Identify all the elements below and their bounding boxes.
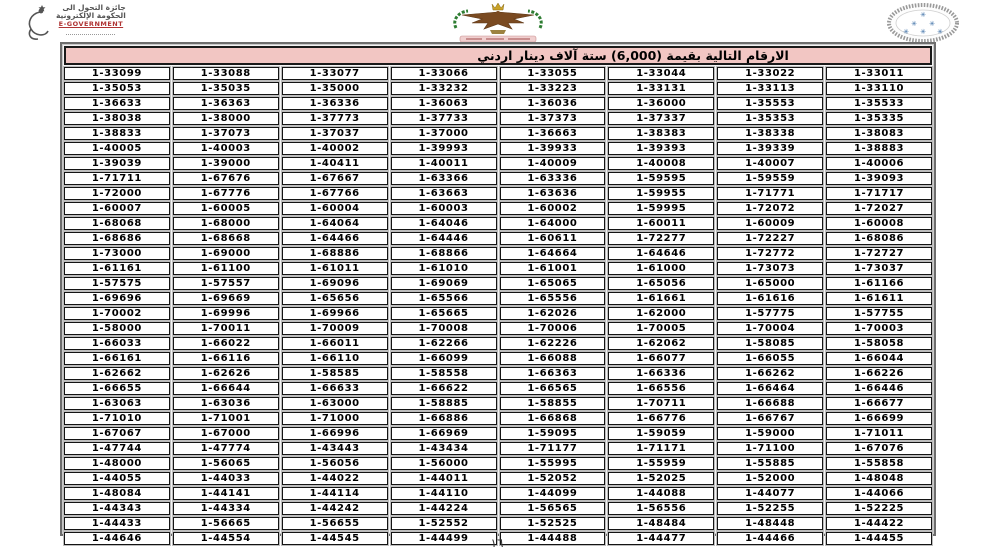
table-cell: 1-56065 bbox=[173, 457, 279, 470]
table-cell: 1-43443 bbox=[282, 442, 388, 455]
table-cell: 1-64646 bbox=[608, 247, 714, 260]
table-cell: 1-44646 bbox=[64, 532, 170, 545]
table-cell: 1-48484 bbox=[608, 517, 714, 530]
table-cell: 1-40006 bbox=[826, 157, 932, 170]
table-cell: 1-69669 bbox=[173, 292, 279, 305]
table-cell: 1-40009 bbox=[500, 157, 606, 170]
table-cell: 1-61611 bbox=[826, 292, 932, 305]
table-cell: 1-61166 bbox=[826, 277, 932, 290]
table-cell: 1-59559 bbox=[717, 172, 823, 185]
table-cell: 1-47744 bbox=[64, 442, 170, 455]
table-cell: 1-44499 bbox=[391, 532, 497, 545]
table-cell: 1-39933 bbox=[500, 142, 606, 155]
table-cell: 1-33131 bbox=[608, 82, 714, 95]
table-cell: 1-61001 bbox=[500, 262, 606, 275]
table-cell: 1-59995 bbox=[608, 202, 714, 215]
table-cell: 1-56000 bbox=[391, 457, 497, 470]
table-cell: 1-58885 bbox=[391, 397, 497, 410]
table-cell: 1-44011 bbox=[391, 472, 497, 485]
page-number: ١٦ bbox=[490, 536, 504, 550]
table-cell: 1-65566 bbox=[391, 292, 497, 305]
table-cell: 1-44477 bbox=[608, 532, 714, 545]
table-cell: 1-52000 bbox=[717, 472, 823, 485]
table-cell: 1-62226 bbox=[500, 337, 606, 350]
table-cell: 1-71010 bbox=[64, 412, 170, 425]
table-cell: 1-55885 bbox=[717, 457, 823, 470]
table-cell: 1-61011 bbox=[282, 262, 388, 275]
table-cell: 1-62662 bbox=[64, 367, 170, 380]
table-cell: 1-57557 bbox=[173, 277, 279, 290]
table-cell: 1-36336 bbox=[282, 97, 388, 110]
table-cell: 1-66688 bbox=[717, 397, 823, 410]
table-cell: 1-63036 bbox=[173, 397, 279, 410]
table-cell: 1-71711 bbox=[64, 172, 170, 185]
table-cell: 1-69000 bbox=[173, 247, 279, 260]
table-cell: 1-59059 bbox=[608, 427, 714, 440]
table-cell: 1-56556 bbox=[608, 502, 714, 515]
table-cell: 1-61000 bbox=[608, 262, 714, 275]
table-cell: 1-68086 bbox=[826, 232, 932, 245]
table-cell: 1-59595 bbox=[608, 172, 714, 185]
table-cell: 1-58585 bbox=[282, 367, 388, 380]
table-cell: 1-48048 bbox=[826, 472, 932, 485]
table-cell: 1-38383 bbox=[608, 127, 714, 140]
table-cell: 1-61010 bbox=[391, 262, 497, 275]
table-cell: 1-44141 bbox=[173, 487, 279, 500]
table-cell: 1-48000 bbox=[64, 457, 170, 470]
table-cell: 1-71001 bbox=[173, 412, 279, 425]
table-cell: 1-35335 bbox=[826, 112, 932, 125]
table-cell: 1-67676 bbox=[173, 172, 279, 185]
table-cell: 1-44077 bbox=[717, 487, 823, 500]
table-cell: 1-33099 bbox=[64, 67, 170, 80]
table-cell: 1-44055 bbox=[64, 472, 170, 485]
table-cell: 1-68686 bbox=[64, 232, 170, 245]
table-cell: 1-72727 bbox=[826, 247, 932, 260]
table-cell: 1-65056 bbox=[608, 277, 714, 290]
table-cell: 1-71100 bbox=[717, 442, 823, 455]
table-cell: 1-56665 bbox=[173, 517, 279, 530]
table-cell: 1-68866 bbox=[391, 247, 497, 260]
table-cell: 1-60009 bbox=[717, 217, 823, 230]
table-cell: 1-66011 bbox=[282, 337, 388, 350]
table-cell: 1-33044 bbox=[608, 67, 714, 80]
table-cell: 1-43434 bbox=[391, 442, 497, 455]
table-cell: 1-60005 bbox=[173, 202, 279, 215]
table-cell: 1-37073 bbox=[173, 127, 279, 140]
table-cell: 1-67067 bbox=[64, 427, 170, 440]
table-cell: 1-67766 bbox=[282, 187, 388, 200]
circular-lottery-seal-icon bbox=[884, 2, 962, 46]
table-cell: 1-71717 bbox=[826, 187, 932, 200]
table-cell: 1-39339 bbox=[717, 142, 823, 155]
table-cell: 1-66699 bbox=[826, 412, 932, 425]
table-cell: 1-33223 bbox=[500, 82, 606, 95]
table-cell: 1-64664 bbox=[500, 247, 606, 260]
table-cell: 1-40005 bbox=[64, 142, 170, 155]
egov-award-logo bbox=[18, 4, 148, 44]
table-cell: 1-57575 bbox=[64, 277, 170, 290]
table-cell: 1-60611 bbox=[500, 232, 606, 245]
table-cell: 1-62626 bbox=[173, 367, 279, 380]
table-cell: 1-70009 bbox=[282, 322, 388, 335]
svg-text:✳: ✳ bbox=[911, 20, 917, 28]
egov-award-text-line2: الحكومة الإلكترونية bbox=[56, 10, 126, 20]
table-cell: 1-66655 bbox=[64, 382, 170, 395]
table-cell: 1-63000 bbox=[282, 397, 388, 410]
table-cell: 1-68068 bbox=[64, 217, 170, 230]
table-cell: 1-38883 bbox=[826, 142, 932, 155]
table-cell: 1-64000 bbox=[500, 217, 606, 230]
table-cell: 1-67000 bbox=[173, 427, 279, 440]
table-cell: 1-66110 bbox=[282, 352, 388, 365]
table-cell: 1-66363 bbox=[500, 367, 606, 380]
table-cell: 1-59955 bbox=[608, 187, 714, 200]
table-cell: 1-71000 bbox=[282, 412, 388, 425]
table-cell: 1-63063 bbox=[64, 397, 170, 410]
table-cell: 1-39393 bbox=[608, 142, 714, 155]
table-cell: 1-66033 bbox=[64, 337, 170, 350]
table-cell: 1-33011 bbox=[826, 67, 932, 80]
table-cell: 1-37037 bbox=[282, 127, 388, 140]
table-cell: 1-40011 bbox=[391, 157, 497, 170]
table-cell: 1-66044 bbox=[826, 352, 932, 365]
table-cell: 1-70711 bbox=[608, 397, 714, 410]
table-cell: 1-44033 bbox=[173, 472, 279, 485]
table-cell: 1-66055 bbox=[717, 352, 823, 365]
table-cell: 1-66464 bbox=[717, 382, 823, 395]
table-cell: 1-44422 bbox=[826, 517, 932, 530]
table-cell: 1-58085 bbox=[717, 337, 823, 350]
table-cell: 1-33022 bbox=[717, 67, 823, 80]
table-cell: 1-69696 bbox=[64, 292, 170, 305]
table-cell: 1-52552 bbox=[391, 517, 497, 530]
table-cell: 1-38338 bbox=[717, 127, 823, 140]
table-cell: 1-37773 bbox=[282, 112, 388, 125]
table-cell: 1-36363 bbox=[173, 97, 279, 110]
table-cell: 1-62266 bbox=[391, 337, 497, 350]
table-cell: 1-44022 bbox=[282, 472, 388, 485]
table-cell: 1-52025 bbox=[608, 472, 714, 485]
table-cell: 1-33088 bbox=[173, 67, 279, 80]
svg-text:✳: ✳ bbox=[920, 11, 926, 19]
table-cell: 1-71771 bbox=[717, 187, 823, 200]
table-cell: 1-52255 bbox=[717, 502, 823, 515]
table-cell: 1-68668 bbox=[173, 232, 279, 245]
table-cell: 1-44433 bbox=[64, 517, 170, 530]
table-cell: 1-63336 bbox=[500, 172, 606, 185]
table-cell: 1-58855 bbox=[500, 397, 606, 410]
table-cell: 1-72027 bbox=[826, 202, 932, 215]
table-cell: 1-67076 bbox=[826, 442, 932, 455]
table-cell: 1-33232 bbox=[391, 82, 497, 95]
table-cell: 1-66996 bbox=[282, 427, 388, 440]
table-cell: 1-44242 bbox=[282, 502, 388, 515]
table-cell: 1-39093 bbox=[826, 172, 932, 185]
table-cell: 1-70002 bbox=[64, 307, 170, 320]
table-cell: 1-71011 bbox=[826, 427, 932, 440]
table-cell: 1-48448 bbox=[717, 517, 823, 530]
table-cell: 1-44455 bbox=[826, 532, 932, 545]
table-cell: 1-44224 bbox=[391, 502, 497, 515]
egov-award-underline bbox=[66, 30, 115, 35]
table-cell: 1-72072 bbox=[717, 202, 823, 215]
table-cell: 1-56056 bbox=[282, 457, 388, 470]
table-cell: 1-66677 bbox=[826, 397, 932, 410]
table-cell: 1-52525 bbox=[500, 517, 606, 530]
table-cell: 1-55858 bbox=[826, 457, 932, 470]
table-title: الارقام التالية بقيمة (6,000) ستة آلاف دينار اردني bbox=[64, 46, 932, 65]
table-cell: 1-44110 bbox=[391, 487, 497, 500]
table-cell: 1-44466 bbox=[717, 532, 823, 545]
table-cell: 1-66622 bbox=[391, 382, 497, 395]
table-cell: 1-60004 bbox=[282, 202, 388, 215]
table-cell: 1-36633 bbox=[64, 97, 170, 110]
table-cell: 1-66633 bbox=[282, 382, 388, 395]
table-cell: 1-66022 bbox=[173, 337, 279, 350]
table-cell: 1-61100 bbox=[173, 262, 279, 275]
table-cell: 1-35353 bbox=[717, 112, 823, 125]
table-cell: 1-59095 bbox=[500, 427, 606, 440]
table-cell: 1-40411 bbox=[282, 157, 388, 170]
table-cell: 1-70005 bbox=[608, 322, 714, 335]
table-cell: 1-69996 bbox=[173, 307, 279, 320]
table-cell: 1-39039 bbox=[64, 157, 170, 170]
table-cell: 1-72000 bbox=[64, 187, 170, 200]
table-cell: 1-70011 bbox=[173, 322, 279, 335]
table-cell: 1-52052 bbox=[500, 472, 606, 485]
table-cell: 1-40007 bbox=[717, 157, 823, 170]
table-cell: 1-60011 bbox=[608, 217, 714, 230]
table-cell: 1-60002 bbox=[500, 202, 606, 215]
table-cell: 1-44114 bbox=[282, 487, 388, 500]
table-cell: 1-56655 bbox=[282, 517, 388, 530]
table-cell: 1-48084 bbox=[64, 487, 170, 500]
table-cell: 1-72772 bbox=[717, 247, 823, 260]
table-cell: 1-58558 bbox=[391, 367, 497, 380]
svg-text:✳: ✳ bbox=[929, 20, 935, 28]
table-cell: 1-59000 bbox=[717, 427, 823, 440]
table-cell: 1-61161 bbox=[64, 262, 170, 275]
table-cell: 1-60003 bbox=[391, 202, 497, 215]
table-cell: 1-66161 bbox=[64, 352, 170, 365]
table-cell: 1-35000 bbox=[282, 82, 388, 95]
table-cell: 1-63366 bbox=[391, 172, 497, 185]
table-cell: 1-38038 bbox=[64, 112, 170, 125]
table-cell: 1-55995 bbox=[500, 457, 606, 470]
table-cell: 1-44099 bbox=[500, 487, 606, 500]
table-cell: 1-39993 bbox=[391, 142, 497, 155]
table-cell: 1-44545 bbox=[282, 532, 388, 545]
table-cell: 1-66556 bbox=[608, 382, 714, 395]
table-cell: 1-66886 bbox=[391, 412, 497, 425]
table-cell: 1-44343 bbox=[64, 502, 170, 515]
table-cell: 1-61616 bbox=[717, 292, 823, 305]
table-cell: 1-64064 bbox=[282, 217, 388, 230]
table-cell: 1-35035 bbox=[173, 82, 279, 95]
table-cell: 1-44334 bbox=[173, 502, 279, 515]
table-cell: 1-57775 bbox=[717, 307, 823, 320]
table-cell: 1-73073 bbox=[717, 262, 823, 275]
table-cell: 1-70006 bbox=[500, 322, 606, 335]
table-cell: 1-44066 bbox=[826, 487, 932, 500]
svg-text:✳: ✳ bbox=[920, 28, 926, 36]
table-cell: 1-39000 bbox=[173, 157, 279, 170]
table-cell: 1-66088 bbox=[500, 352, 606, 365]
table-cell: 1-36000 bbox=[608, 97, 714, 110]
table-cell: 1-33077 bbox=[282, 67, 388, 80]
table-cell: 1-65556 bbox=[500, 292, 606, 305]
table-cell: 1-63663 bbox=[391, 187, 497, 200]
egov-award-text-line1: جائزة التحول الى bbox=[62, 3, 126, 12]
table-cell: 1-33066 bbox=[391, 67, 497, 80]
table-cell: 1-66868 bbox=[500, 412, 606, 425]
table-cell: 1-72277 bbox=[608, 232, 714, 245]
table-cell: 1-38083 bbox=[826, 127, 932, 140]
table-cell: 1-73037 bbox=[826, 262, 932, 275]
svg-text:✳: ✳ bbox=[903, 28, 909, 36]
table-cell: 1-71171 bbox=[608, 442, 714, 455]
table-cell: 1-33110 bbox=[826, 82, 932, 95]
table-cell: 1-66336 bbox=[608, 367, 714, 380]
lottery-seal bbox=[884, 2, 962, 46]
table-cell: 1-37733 bbox=[391, 112, 497, 125]
table-cell: 1-36063 bbox=[391, 97, 497, 110]
table-cell: 1-66077 bbox=[608, 352, 714, 365]
table-cell: 1-73000 bbox=[64, 247, 170, 260]
table-cell: 1-64466 bbox=[282, 232, 388, 245]
table-cell: 1-62026 bbox=[500, 307, 606, 320]
table-cell: 1-57755 bbox=[826, 307, 932, 320]
table-cell: 1-66565 bbox=[500, 382, 606, 395]
table-cell: 1-72227 bbox=[717, 232, 823, 245]
table-cell: 1-66116 bbox=[173, 352, 279, 365]
table-cell: 1-44488 bbox=[500, 532, 606, 545]
table-cell: 1-67667 bbox=[282, 172, 388, 185]
table-cell: 1-36036 bbox=[500, 97, 606, 110]
table-cell: 1-37337 bbox=[608, 112, 714, 125]
table-cell: 1-68886 bbox=[282, 247, 388, 260]
table-cell: 1-64046 bbox=[391, 217, 497, 230]
numbers-grid bbox=[64, 67, 932, 545]
table-cell: 1-60008 bbox=[826, 217, 932, 230]
table-cell: 1-38833 bbox=[64, 127, 170, 140]
table-cell: 1-63636 bbox=[500, 187, 606, 200]
table-cell: 1-35553 bbox=[717, 97, 823, 110]
table-cell: 1-66776 bbox=[608, 412, 714, 425]
table-cell: 1-44088 bbox=[608, 487, 714, 500]
table-cell: 1-66262 bbox=[717, 367, 823, 380]
table-cell: 1-37373 bbox=[500, 112, 606, 125]
table-cell: 1-58000 bbox=[64, 322, 170, 335]
table-cell: 1-71177 bbox=[500, 442, 606, 455]
table-cell: 1-64446 bbox=[391, 232, 497, 245]
table-cell: 1-40002 bbox=[282, 142, 388, 155]
table-cell: 1-47774 bbox=[173, 442, 279, 455]
table-cell: 1-38000 bbox=[173, 112, 279, 125]
table-cell: 1-62062 bbox=[608, 337, 714, 350]
table-cell: 1-70004 bbox=[717, 322, 823, 335]
table-cell: 1-44554 bbox=[173, 532, 279, 545]
table-cell: 1-33113 bbox=[717, 82, 823, 95]
table-cell: 1-70008 bbox=[391, 322, 497, 335]
table-cell: 1-40003 bbox=[173, 142, 279, 155]
table-cell: 1-68000 bbox=[173, 217, 279, 230]
egov-award-text-line3: E-GOVERNMENT bbox=[58, 19, 124, 28]
table-cell: 1-66767 bbox=[717, 412, 823, 425]
jordan-coat-of-arms-icon bbox=[438, 2, 558, 44]
table-cell: 1-55959 bbox=[608, 457, 714, 470]
table-cell: 1-67776 bbox=[173, 187, 279, 200]
ministry-emblem bbox=[438, 2, 558, 44]
table-cell: 1-69096 bbox=[282, 277, 388, 290]
table-cell: 1-33055 bbox=[500, 67, 606, 80]
table-cell: 1-56565 bbox=[500, 502, 606, 515]
table-cell: 1-62000 bbox=[608, 307, 714, 320]
table-cell: 1-69069 bbox=[391, 277, 497, 290]
table-cell: 1-37000 bbox=[391, 127, 497, 140]
table-cell: 1-65065 bbox=[500, 277, 606, 290]
table-cell: 1-35053 bbox=[64, 82, 170, 95]
table-cell: 1-35533 bbox=[826, 97, 932, 110]
table-cell: 1-70003 bbox=[826, 322, 932, 335]
table-cell: 1-66644 bbox=[173, 382, 279, 395]
table-cell: 1-60007 bbox=[64, 202, 170, 215]
table-cell: 1-61661 bbox=[608, 292, 714, 305]
table-cell: 1-66226 bbox=[826, 367, 932, 380]
egov-award-swan-icon bbox=[18, 4, 52, 42]
table-cell: 1-65656 bbox=[282, 292, 388, 305]
table-cell: 1-58058 bbox=[826, 337, 932, 350]
table-cell: 1-66099 bbox=[391, 352, 497, 365]
table-cell: 1-66969 bbox=[391, 427, 497, 440]
table-cell: 1-69966 bbox=[282, 307, 388, 320]
table-cell: 1-65665 bbox=[391, 307, 497, 320]
table-cell: 1-66446 bbox=[826, 382, 932, 395]
table-cell: 1-65000 bbox=[717, 277, 823, 290]
table-cell: 1-52225 bbox=[826, 502, 932, 515]
table-cell: 1-40008 bbox=[608, 157, 714, 170]
svg-text:✳: ✳ bbox=[937, 28, 943, 36]
table-cell: 1-36663 bbox=[500, 127, 606, 140]
